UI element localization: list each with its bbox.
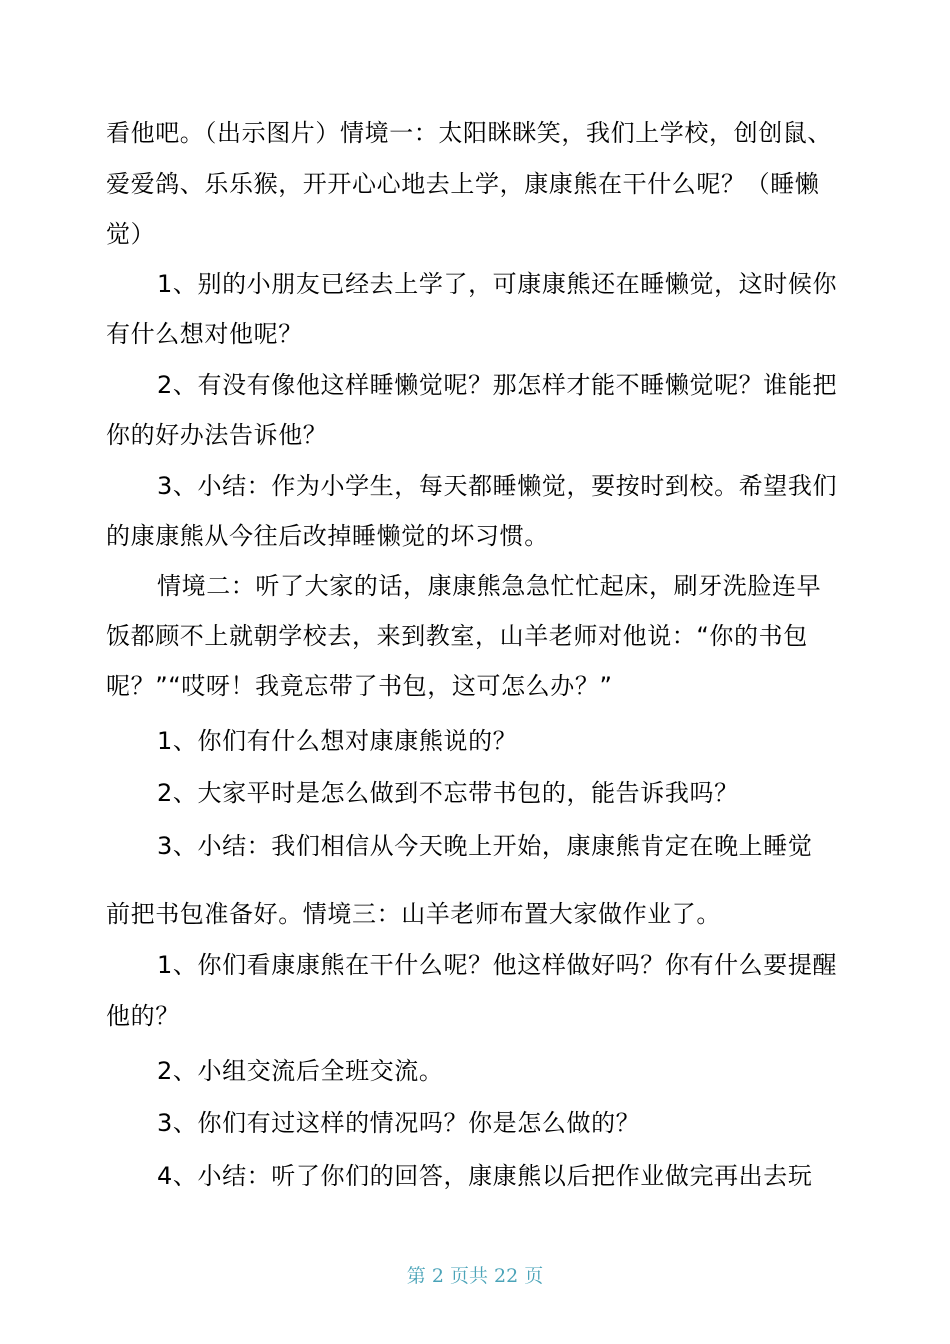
text-line-7: 你的好办法告诉他？ (106, 421, 328, 449)
text-line-21: 4、小结：听了你们的回答，康康熊以后把作业做完再出去玩 (157, 1162, 813, 1190)
text-line-16: 前把书包准备好。情境三：山羊老师布置大家做作业了。 (106, 900, 721, 928)
page-number-footer: 第 2 页共 22 页 (406, 1265, 544, 1287)
text-line-17: 1、你们看康康熊在干什么呢？他这样做好吗？你有什么要提醒 (157, 951, 838, 979)
text-line-12: 呢？”“哎呀！我竟忘带了书包，这可怎么办？” (106, 672, 613, 700)
text-line-6: 2、有没有像他这样睡懒觉呢？那怎样才能不睡懒觉呢？谁能把 (157, 371, 838, 399)
text-line-13: 1、你们有什么想对康康熊说的？ (157, 727, 518, 755)
text-line-4: 1、别的小朋友已经去上学了，可康康熊还在睡懒觉，这时候你 (157, 270, 838, 298)
text-line-14: 2、大家平时是怎么做到不忘带书包的，能告诉我吗？ (157, 779, 739, 807)
text-line-15: 3、小结：我们相信从今天晚上开始，康康熊肯定在晚上睡觉 (157, 832, 813, 860)
text-line-18: 他的？ (106, 1002, 180, 1030)
text-line-2: 爱爱鸽、乐乐猴，开开心心地去上学，康康熊在干什么呢？（睡懒 (106, 170, 820, 198)
text-line-9: 的康康熊从今往后改掉睡懒觉的坏习惯。 (106, 522, 549, 550)
text-line-5: 有什么想对他呢？ (106, 320, 303, 348)
text-line-1: 看他吧。（出示图片）情境一：太阳眯眯笑，我们上学校，创创鼠、 (106, 119, 832, 147)
text-line-11: 饭都顾不上就朝学校去，来到教室，山羊老师对他说：“你的书包 (106, 622, 808, 650)
text-line-8: 3、小结：作为小学生，每天都睡懒觉，要按时到校。希望我们 (157, 472, 838, 500)
text-line-19: 2、小组交流后全班交流。 (157, 1057, 444, 1085)
text-line-20: 3、你们有过这样的情况吗？你是怎么做的？ (157, 1109, 641, 1137)
text-line-3: 觉） (106, 220, 156, 248)
text-line-10: 情境二：听了大家的话，康康熊急急忙忙起床，刷牙洗脸连早 (157, 572, 822, 600)
